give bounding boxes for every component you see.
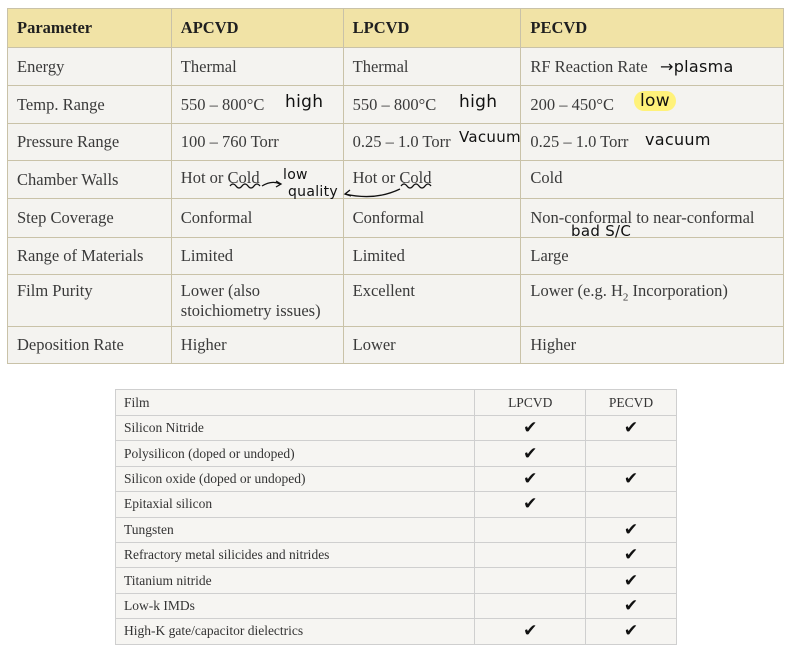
cell-lpcvd: 550 – 800°C <box>343 86 521 124</box>
cell-apcvd: Limited <box>171 238 343 275</box>
cell-apcvd: Thermal <box>171 48 343 86</box>
table-row <box>116 568 677 593</box>
cell-pecvd: Non-conformal to near-conformal <box>521 199 784 238</box>
cell-apcvd-line2: stoichiometry issues) <box>180 301 321 320</box>
cell-lpcvd: Lower <box>343 327 521 364</box>
header-pecvd: PECVD <box>586 390 677 416</box>
header-lpcvd: LPCVD <box>343 9 521 48</box>
cell-apcvd: Conformal <box>171 199 343 238</box>
table-row <box>116 466 677 491</box>
cell-apcvd: 100 – 760 Torr <box>171 124 343 161</box>
cell-pecvd: Cold <box>521 161 784 199</box>
cell-film: Silicon oxide (doped or undoped) <box>116 466 475 491</box>
cell-pecvd: Large <box>521 238 784 275</box>
annotation-quality: quality <box>288 184 338 200</box>
arrow-to-low <box>262 182 280 186</box>
check-icon: ✔ <box>475 441 586 466</box>
table-row <box>116 542 677 567</box>
check-icon: ✔ <box>475 416 586 441</box>
cell-lpcvd: Limited <box>343 238 521 275</box>
check-icon <box>586 492 677 517</box>
check-icon: ✔ <box>586 416 677 441</box>
check-icon: ✔ <box>586 568 677 593</box>
check-icon: ✔ <box>475 492 586 517</box>
cell-film: Polysilicon (doped or undoped) <box>116 441 475 466</box>
cell-film: High-K gate/capacitor dielectrics <box>116 619 475 644</box>
annotation-lpcvd-vacuum: Vacuum <box>459 128 521 146</box>
cell-param: Step Coverage <box>8 199 172 238</box>
check-icon <box>475 593 586 618</box>
table-row <box>116 441 677 466</box>
squiggle-underline <box>230 184 260 188</box>
check-icon: ✔ <box>586 619 677 644</box>
annotation-lpcvd-high: high <box>459 92 498 112</box>
cell-lpcvd: Hot or Cold <box>343 161 521 199</box>
header-lpcvd: LPCVD <box>475 390 586 416</box>
cell-apcvd: 550 – 800°C <box>171 86 343 124</box>
cell-apcvd-line1: Lower (also <box>180 281 261 300</box>
cell-lpcvd: Thermal <box>343 48 521 86</box>
header-film: Film <box>116 390 475 416</box>
annotation-plasma: →plasma <box>660 57 734 76</box>
annotation-bad-sc: bad S/C <box>571 222 632 240</box>
table-row <box>116 619 677 644</box>
cell-pecvd-sub: 2 <box>622 291 629 304</box>
table-row <box>116 416 677 441</box>
table-row <box>116 492 677 517</box>
cell-param: Range of Materials <box>8 238 172 275</box>
cell-param: Pressure Range <box>8 124 172 161</box>
cell-pecvd-pre: Lower (e.g. H <box>530 281 623 300</box>
cell-film: Refractory metal silicides and nitrides <box>116 542 475 567</box>
cell-lpcvd: Conformal <box>343 199 521 238</box>
cell-apcvd: Higher <box>171 327 343 364</box>
cell-film: Titanium nitride <box>116 568 475 593</box>
annotation-pecvd-low: low <box>634 91 676 111</box>
check-icon <box>475 542 586 567</box>
cell-param: Temp. Range <box>8 86 172 124</box>
film-deposition-table <box>115 389 677 645</box>
cell-lpcvd: Excellent <box>343 275 521 327</box>
check-icon <box>475 517 586 542</box>
check-icon <box>475 568 586 593</box>
arrow-to-quality <box>345 189 400 197</box>
cell-lpcvd: 0.25 – 1.0 Torr <box>343 124 521 161</box>
arrowhead <box>345 190 351 196</box>
cell-film: Low-k IMDs <box>116 593 475 618</box>
header-parameter: Parameter <box>8 9 172 48</box>
cell-apcvd: Hot or Cold <box>171 161 343 199</box>
header-apcvd: APCVD <box>171 9 343 48</box>
annotation-pecvd-vacuum: vacuum <box>645 130 711 149</box>
table-header-row <box>116 390 677 416</box>
squiggle-underline <box>401 184 431 188</box>
cell-param: Film Purity <box>8 275 172 327</box>
annotation-low: low <box>283 167 308 183</box>
cell-pecvd: 0.25 – 1.0 Torr <box>521 124 784 161</box>
check-icon: ✔ <box>586 542 677 567</box>
cell-param: Deposition Rate <box>8 327 172 364</box>
check-icon <box>586 441 677 466</box>
cell-film: Epitaxial silicon <box>116 492 475 517</box>
cell-pecvd-post: Incorporation) <box>628 281 728 300</box>
check-icon: ✔ <box>586 517 677 542</box>
cell-film: Silicon Nitride <box>116 416 475 441</box>
annotation-apcvd-high: high <box>285 92 324 112</box>
cell-param: Chamber Walls <box>8 161 172 199</box>
check-icon: ✔ <box>586 593 677 618</box>
check-icon: ✔ <box>475 619 586 644</box>
cell-pecvd: Higher <box>521 327 784 364</box>
cell-pecvd: RF Reaction Rate <box>521 48 784 86</box>
cell-film: Tungsten <box>116 517 475 542</box>
check-icon: ✔ <box>586 466 677 491</box>
table-row <box>116 593 677 618</box>
cell-param: Energy <box>8 48 172 86</box>
check-icon: ✔ <box>475 466 586 491</box>
header-pecvd: PECVD <box>521 9 784 48</box>
cell-pecvd: 200 – 450°C <box>521 86 784 124</box>
table-row <box>116 517 677 542</box>
